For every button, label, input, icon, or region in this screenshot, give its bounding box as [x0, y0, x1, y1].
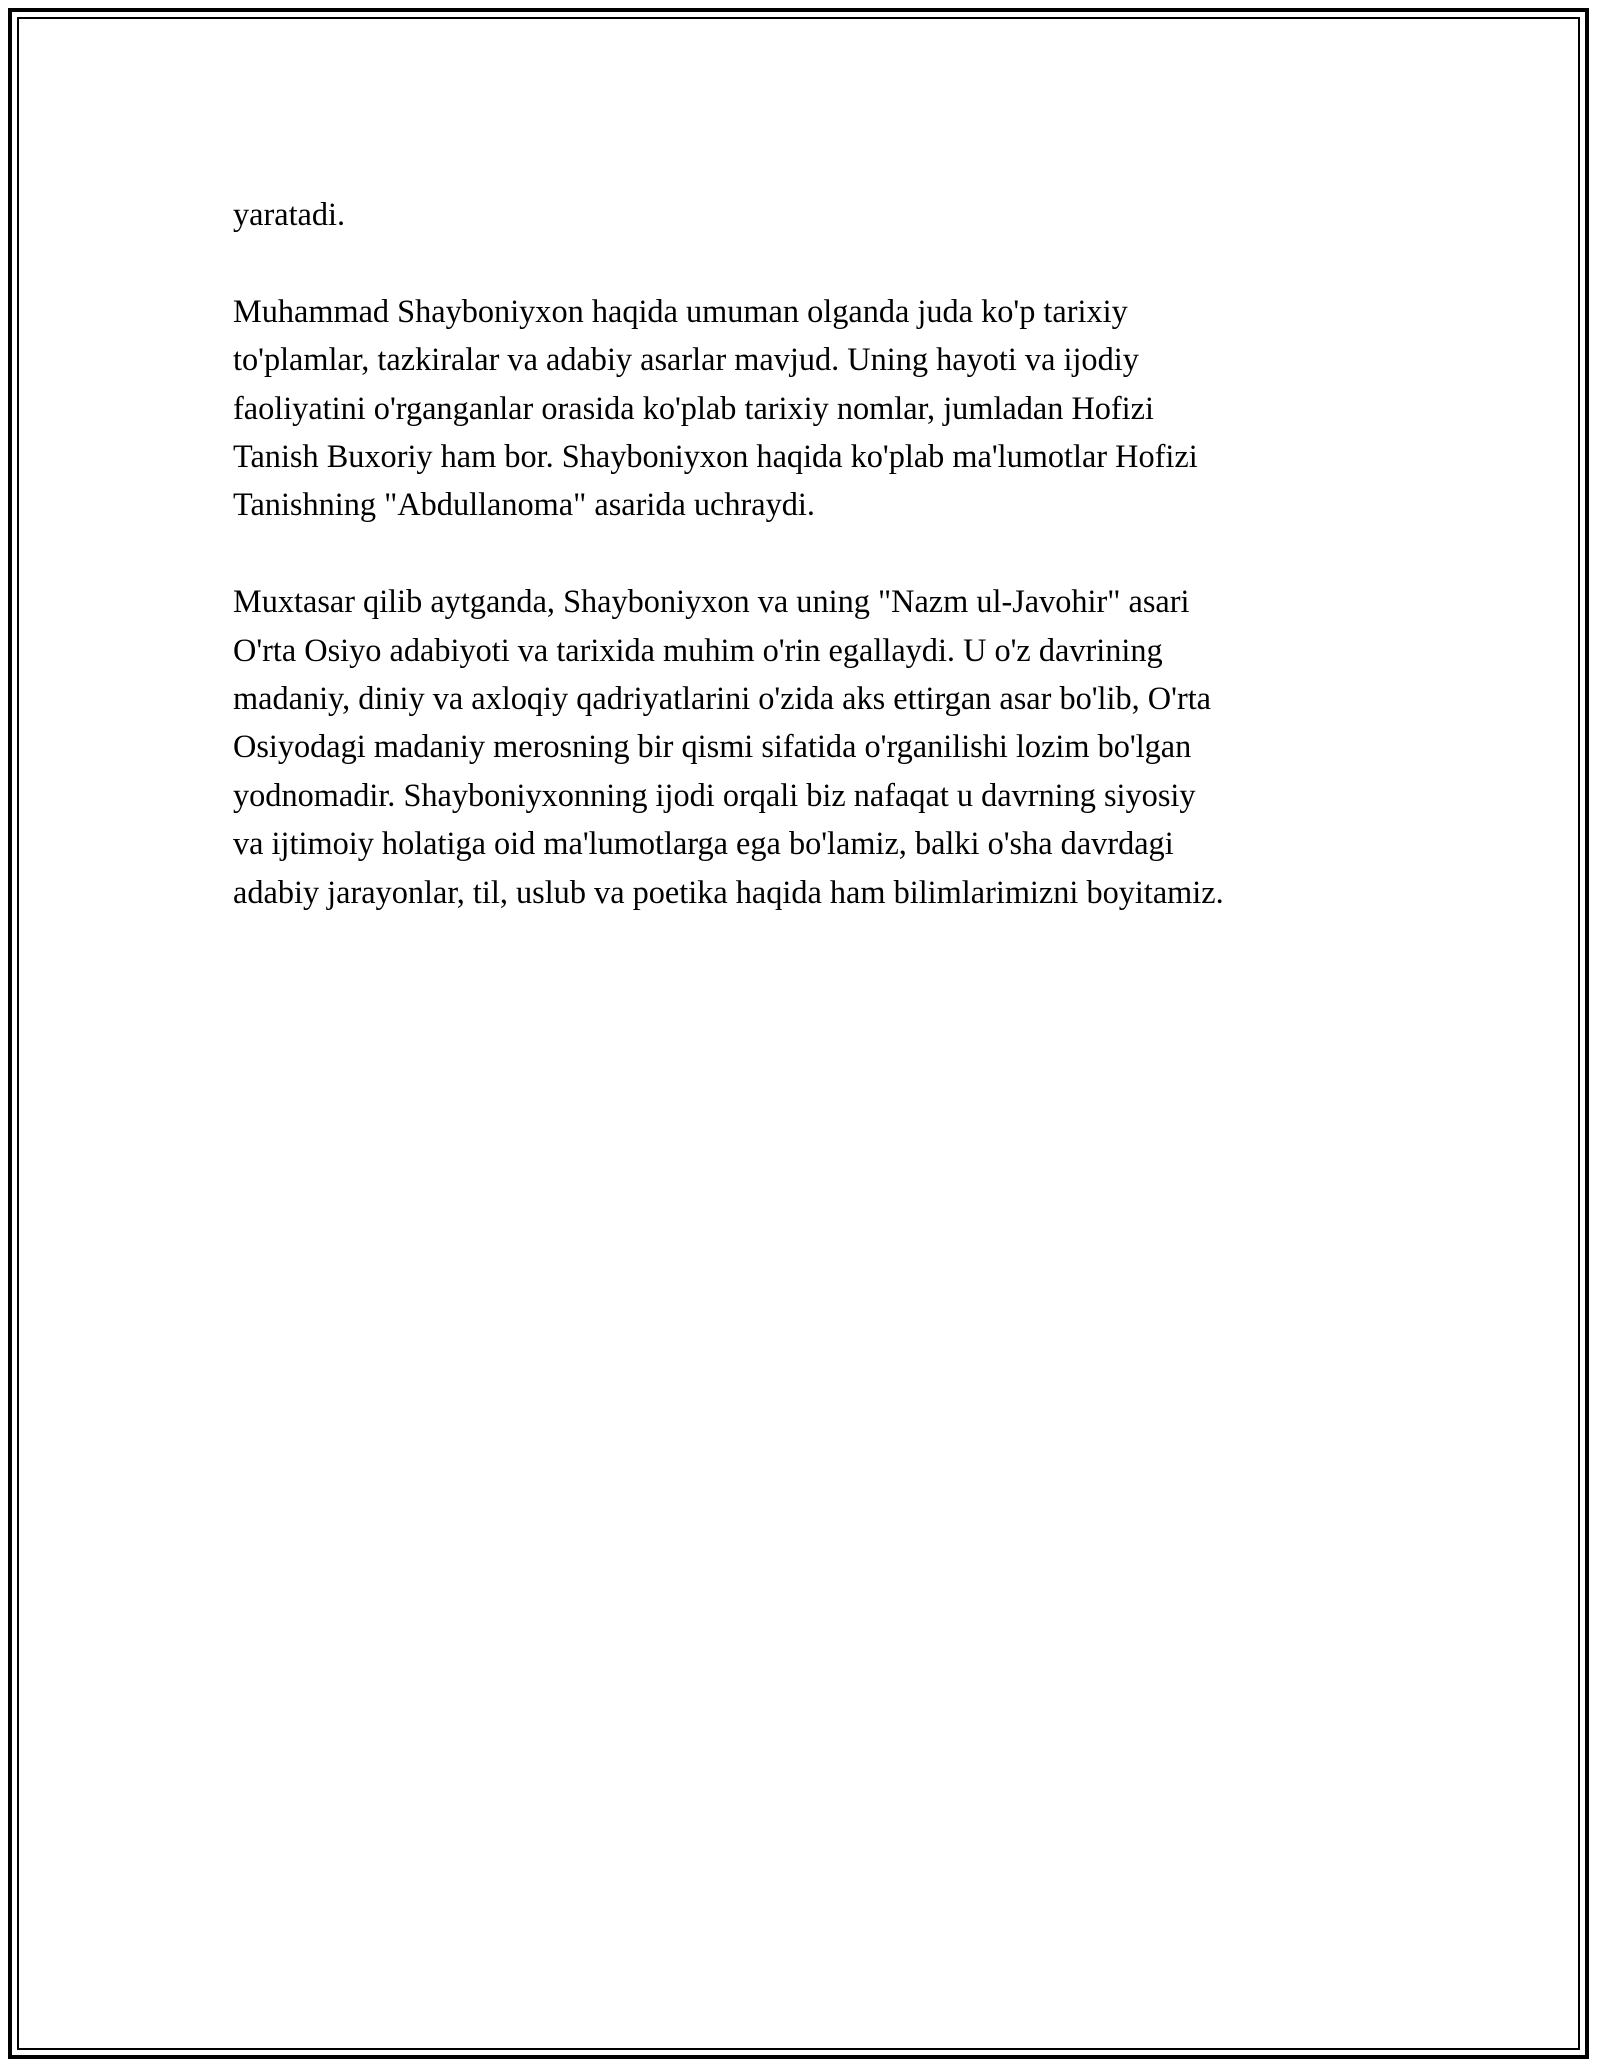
paragraph-conclusion — [233, 577, 1403, 916]
text-line: Tanish Buxoriy ham bor. Shayboniyxon haqida ko'plab ma'lumotlar Hofizi — [233, 438, 1198, 475]
text-line: adabiy jarayonlar, til, uslub va poetika haqida ham bilimlarimizni boyitamiz. — [233, 873, 1224, 910]
text-line: madaniy, diniy va axloqiy qadriyatlarini o'zida aks ettirgan asar bo'lib, O'rta — [233, 680, 1212, 717]
text-line: O'rta Osiyo adabiyoti va tarixida muhim o'rin egallaydi. U o'z davrining — [233, 631, 1163, 668]
document-body — [233, 190, 1403, 964]
text-line: yodnomadir. Shayboniyxonning ijodi orqali biz nafaqat u davrning siyosiy — [233, 776, 1196, 813]
text-line: yaratadi. — [233, 196, 346, 232]
text-line: Osiyodagi madaniy merosning bir qismi sifatida o'rganilishi lozim bo'lgan — [233, 728, 1192, 765]
text-line: Muhammad Shayboniyxon haqida umuman olganda juda ko'p tarixiy — [233, 292, 1128, 329]
paragraph-sources — [233, 287, 1403, 529]
text-line: to'plamlar, tazkiralar va adabiy asarlar mavjud. Uning hayoti va ijodiy — [233, 341, 1139, 378]
text-line: Muxtasar qilib aytganda, Shayboniyxon va uning "Nazm ul-Javohir" asari — [233, 583, 1190, 620]
text-line: va ijtimoiy holatiga oid ma'lumotlarga ega bo'lamiz, balki o'sha davrdagi — [233, 825, 1174, 862]
text-line: faoliyatini o'rganganlar orasida ko'plab tarixiy nomlar, jumladan Hofizi — [233, 389, 1154, 426]
text-line: Tanishning "Abdullanoma" asarida uchraydi. — [233, 486, 815, 523]
paragraph-continuation — [233, 190, 1403, 238]
document-page — [8, 8, 1589, 2059]
